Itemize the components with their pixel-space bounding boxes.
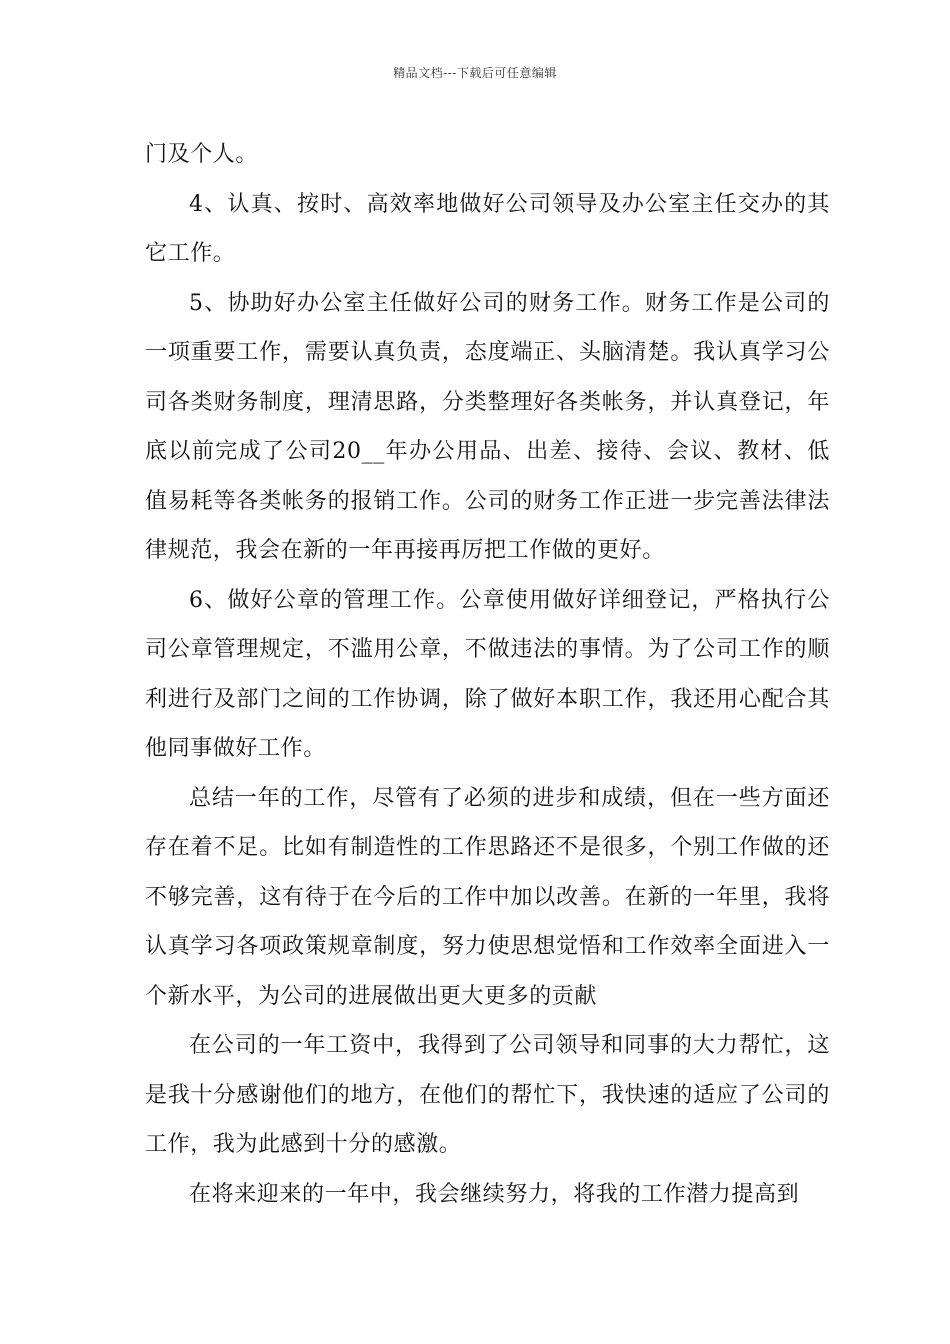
document-body bbox=[145, 130, 830, 1219]
paragraph-thanks: 在公司的一年工资中，我得到了公司领导和同事的大力帮忙，这是我十分感谢他们的地方，在他们的帮忙下，我快速的适应了公司的工作，我为此感到十分的感激。 bbox=[145, 1033, 830, 1157]
page-header: 精品文档---下载后可任意编辑 bbox=[393, 66, 557, 80]
paragraph-item-6: 6、做好公章的管理工作。公章使用做好详细登记，严格执行公司公章管理规定，不滥用公章，不做违法的事情。为了公司工作的顺利进行及部门之间的工作协调，除了做好本职工作，我还用心配合其他同事做好工作。 bbox=[145, 587, 830, 761]
paragraph-item-4: 4、认真、按时、高效率地做好公司领导及办公室主任交办的其它工作。 bbox=[145, 191, 830, 266]
paragraph-item-5: 5、协助好办公室主任做好公司的财务工作。财务工作是公司的一项重要工作，需要认真负责，态度端正、头脑清楚。我认真学习公司各类财务制度，理清思路，分类整理好各类帐务，并认真登记，年底以前完成了公司20__年办公用品、出差、接待、会议、教材、低值易耗等各类帐务的报销工作。公司的财务工作正进一步完善法律法律规范，我会在新的一年再接再厉把工作做的更好。 bbox=[145, 290, 830, 563]
paragraph-continuation: 门及个人。 bbox=[145, 142, 259, 167]
paragraph-summary: 总结一年的工作，尽管有了必须的进步和成绩，但在一些方面还存在着不足。比如有制造性的工作思路还不是很多，个别工作做的还不够完善，这有待于在今后的工作中加以改善。在新的一年里，我将认真学习各项政策规章制度，努力使思想觉悟和工作效率全面进入一个新水平，为公司的进展做出更大更多的贡献 bbox=[145, 785, 830, 1009]
paragraph-future: 在将来迎来的一年中，我会继续努力，将我的工作潜力提高到 bbox=[189, 1181, 800, 1207]
